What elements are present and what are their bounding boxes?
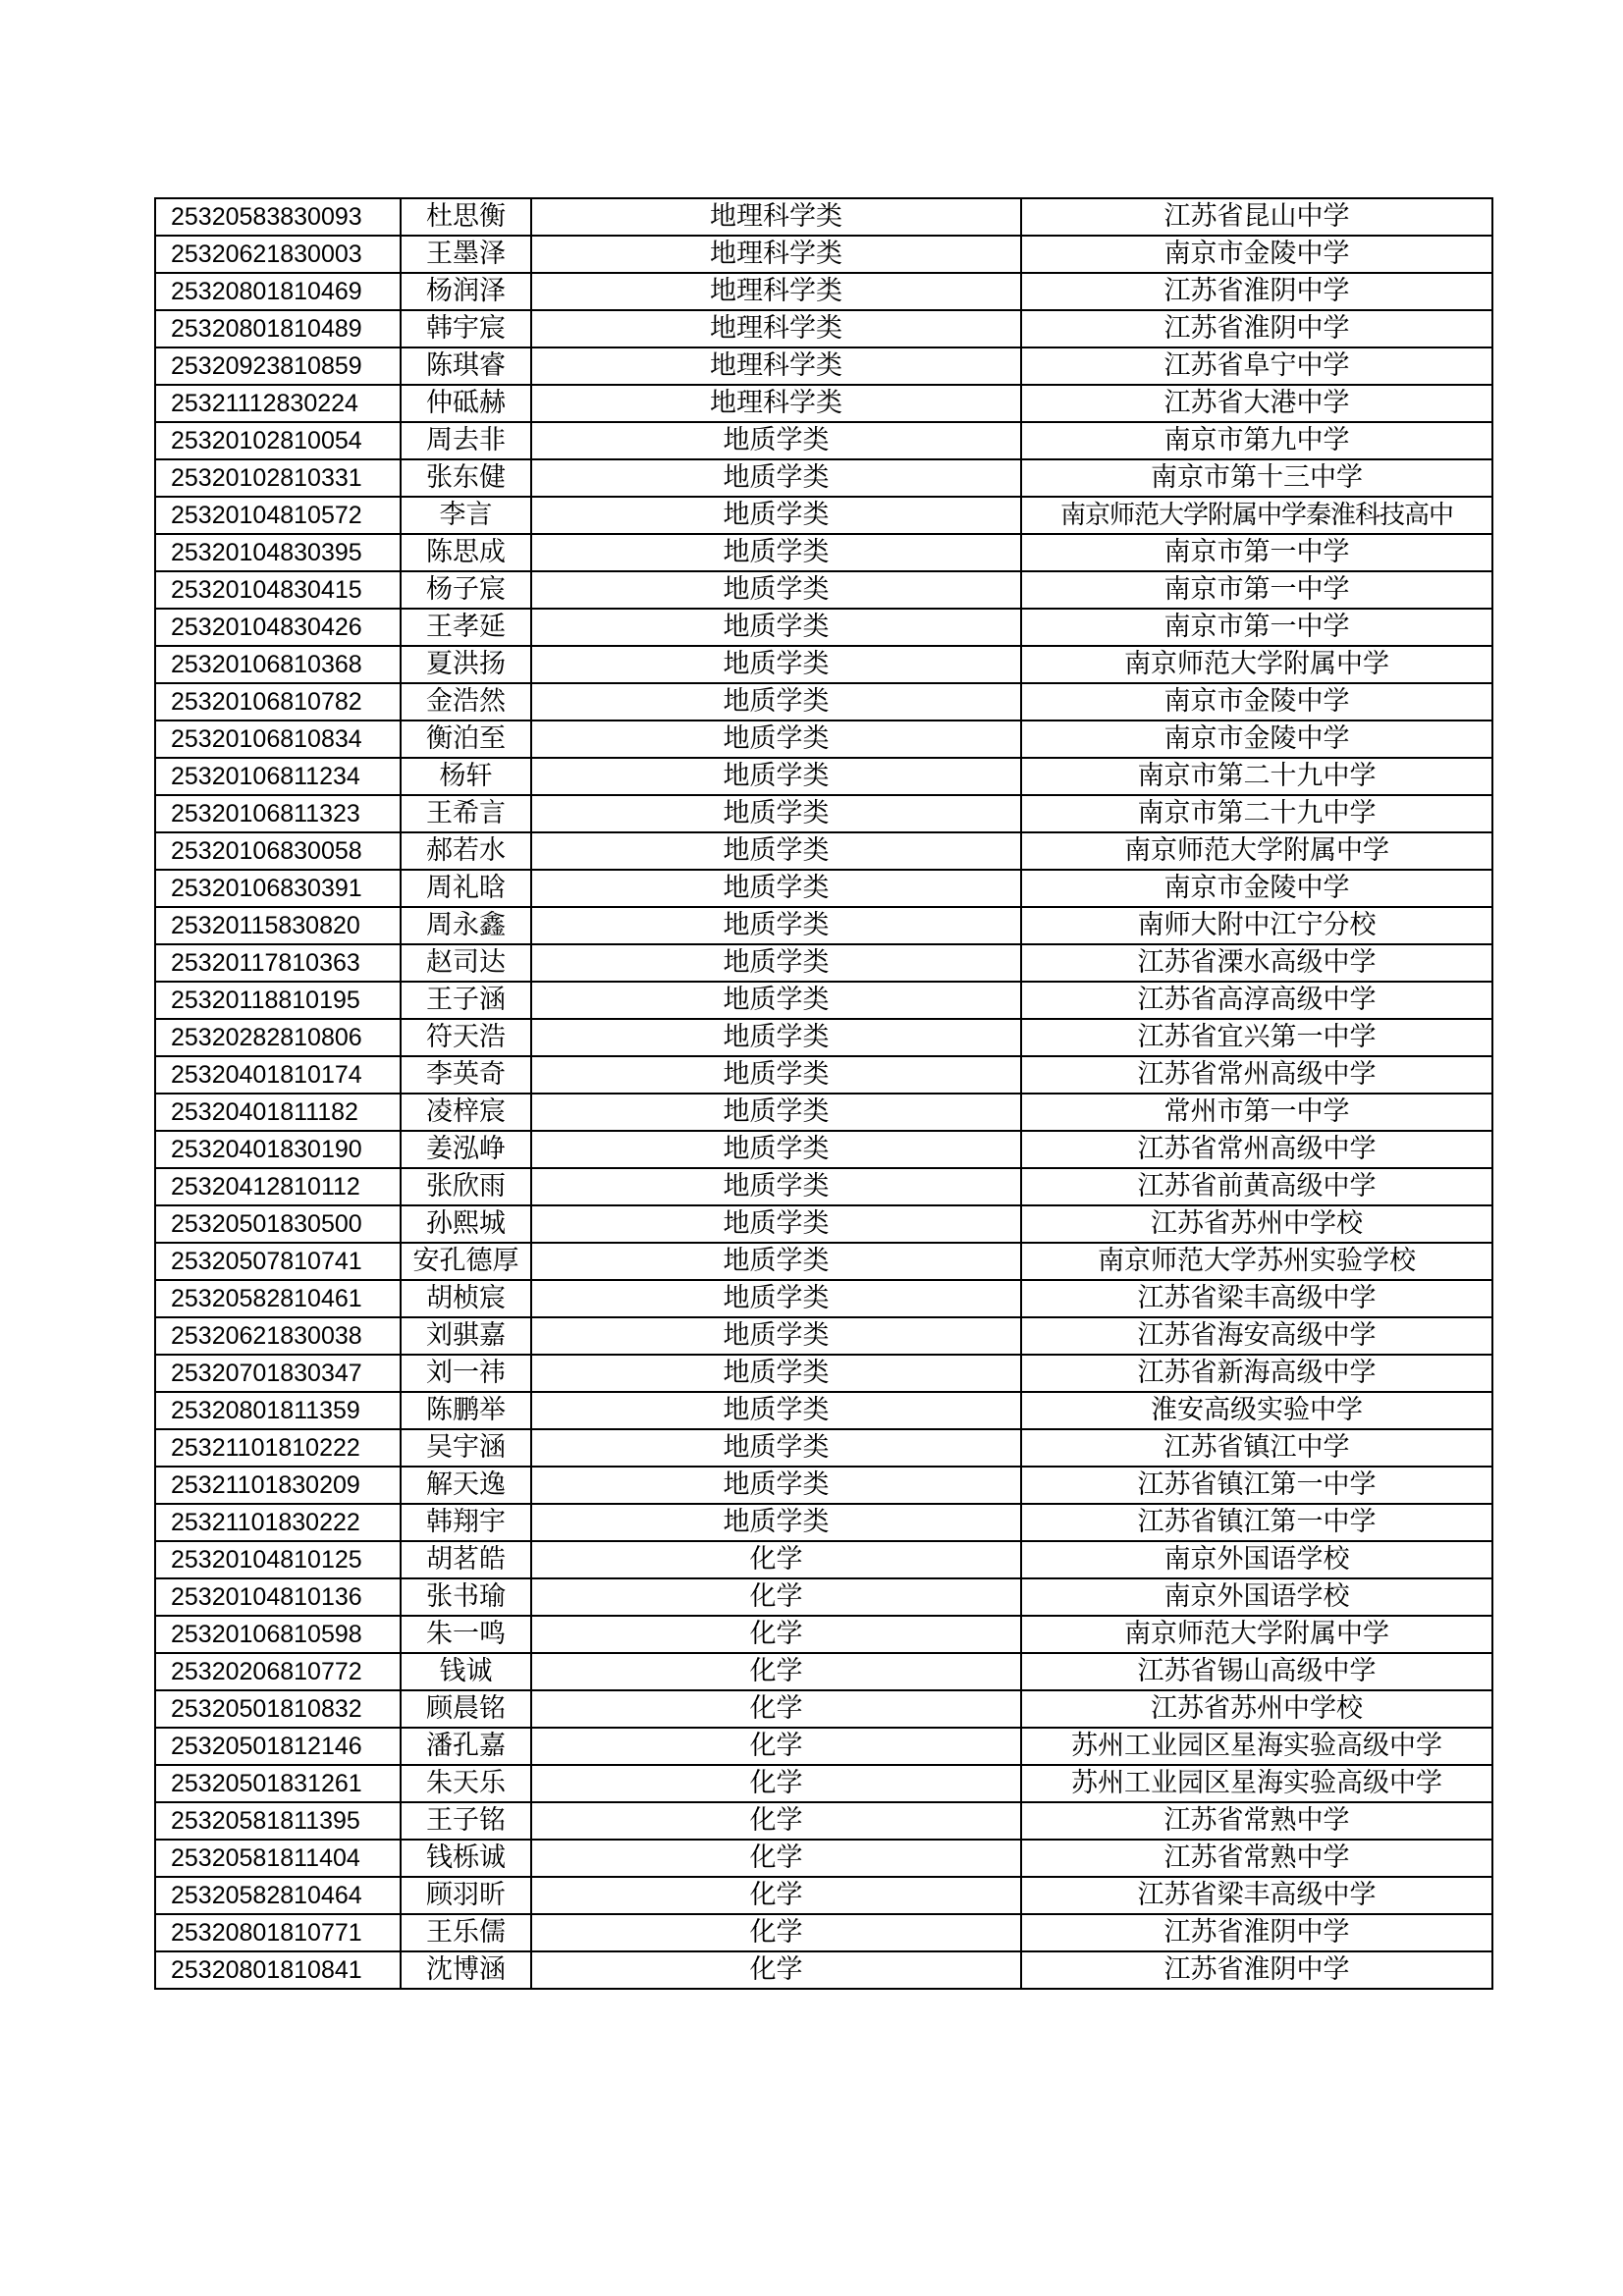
school-cell: 江苏省淮阴中学	[1021, 273, 1492, 310]
major-cell: 地质学类	[531, 795, 1021, 832]
student-name-cell: 凌梓宸	[401, 1094, 531, 1131]
student-id-cell: 25320206810772	[155, 1653, 401, 1690]
table-row	[155, 646, 1492, 683]
table-row	[155, 1653, 1492, 1690]
school-cell: 江苏省海安高级中学	[1021, 1317, 1492, 1355]
student-name-cell: 钱诚	[401, 1653, 531, 1690]
school-cell: 淮安高级实验中学	[1021, 1392, 1492, 1429]
major-cell: 地质学类	[531, 907, 1021, 944]
student-name-cell: 姜泓峥	[401, 1131, 531, 1168]
major-cell: 化学	[531, 1840, 1021, 1877]
major-cell: 地理科学类	[531, 347, 1021, 385]
student-id-cell: 25320282810806	[155, 1019, 401, 1056]
student-name-cell: 金浩然	[401, 683, 531, 721]
major-cell: 地质学类	[531, 982, 1021, 1019]
major-cell: 地质学类	[531, 422, 1021, 459]
school-cell: 江苏省梁丰高级中学	[1021, 1877, 1492, 1914]
student-name-cell: 朱天乐	[401, 1765, 531, 1802]
student-id-cell: 25320106830058	[155, 832, 401, 870]
table-row	[155, 870, 1492, 907]
table-row	[155, 310, 1492, 347]
major-cell: 地质学类	[531, 1355, 1021, 1392]
table-row	[155, 1504, 1492, 1541]
major-cell: 地质学类	[531, 1131, 1021, 1168]
major-cell: 地质学类	[531, 1392, 1021, 1429]
major-cell: 地质学类	[531, 683, 1021, 721]
student-id-cell: 25320501830500	[155, 1205, 401, 1243]
table-row	[155, 1765, 1492, 1802]
student-name-cell: 孙熙城	[401, 1205, 531, 1243]
major-cell: 地质学类	[531, 1280, 1021, 1317]
major-cell: 地质学类	[531, 459, 1021, 497]
table-row	[155, 273, 1492, 310]
student-id-cell: 25320106811234	[155, 758, 401, 795]
student-id-cell: 25320104830426	[155, 609, 401, 646]
table-row	[155, 1168, 1492, 1205]
student-name-cell: 张书瑜	[401, 1578, 531, 1616]
school-cell: 南京师范大学苏州实验学校	[1021, 1243, 1492, 1280]
school-cell: 南京市第一中学	[1021, 609, 1492, 646]
table-row	[155, 1094, 1492, 1131]
table-row	[155, 1317, 1492, 1355]
student-name-cell: 王孝延	[401, 609, 531, 646]
student-id-cell: 25320581811395	[155, 1802, 401, 1840]
school-cell: 江苏省常熟中学	[1021, 1802, 1492, 1840]
table-row	[155, 1392, 1492, 1429]
major-cell: 地质学类	[531, 870, 1021, 907]
major-cell: 化学	[531, 1578, 1021, 1616]
school-cell: 南京外国语学校	[1021, 1578, 1492, 1616]
school-cell: 南京市金陵中学	[1021, 870, 1492, 907]
school-cell: 江苏省阜宁中学	[1021, 347, 1492, 385]
table-row	[155, 1019, 1492, 1056]
school-cell: 江苏省淮阴中学	[1021, 1914, 1492, 1951]
school-cell: 江苏省苏州中学校	[1021, 1690, 1492, 1728]
school-cell: 南京市金陵中学	[1021, 721, 1492, 758]
student-id-cell: 25320621830038	[155, 1317, 401, 1355]
school-cell: 常州市第一中学	[1021, 1094, 1492, 1131]
student-name-cell: 周去非	[401, 422, 531, 459]
major-cell: 地质学类	[531, 1094, 1021, 1131]
student-name-cell: 胡桢宸	[401, 1280, 531, 1317]
major-cell: 化学	[531, 1690, 1021, 1728]
student-id-cell: 25321101810222	[155, 1429, 401, 1467]
student-id-cell: 25320801810841	[155, 1951, 401, 1989]
school-cell: 南京市第二十九中学	[1021, 758, 1492, 795]
table-row	[155, 236, 1492, 273]
major-cell: 地理科学类	[531, 310, 1021, 347]
school-cell: 江苏省苏州中学校	[1021, 1205, 1492, 1243]
student-id-cell: 25320582810464	[155, 1877, 401, 1914]
major-cell: 地理科学类	[531, 198, 1021, 236]
table-row	[155, 609, 1492, 646]
major-cell: 地质学类	[531, 721, 1021, 758]
student-name-cell: 赵司达	[401, 944, 531, 982]
major-cell: 化学	[531, 1765, 1021, 1802]
table-row	[155, 459, 1492, 497]
table-row	[155, 1914, 1492, 1951]
table-row	[155, 1951, 1492, 1989]
major-cell: 化学	[531, 1802, 1021, 1840]
student-id-cell: 25320401811182	[155, 1094, 401, 1131]
table-row	[155, 1467, 1492, 1504]
table-row	[155, 1429, 1492, 1467]
table-row	[155, 832, 1492, 870]
major-cell: 地质学类	[531, 571, 1021, 609]
school-cell: 江苏省前黄高级中学	[1021, 1168, 1492, 1205]
student-id-cell: 25320104810572	[155, 497, 401, 534]
major-cell: 化学	[531, 1653, 1021, 1690]
student-name-cell: 胡茗皓	[401, 1541, 531, 1578]
student-name-cell: 周永鑫	[401, 907, 531, 944]
student-id-cell: 25320106810368	[155, 646, 401, 683]
student-id-cell: 25321112830224	[155, 385, 401, 422]
student-name-cell: 陈鹏举	[401, 1392, 531, 1429]
major-cell: 地质学类	[531, 1056, 1021, 1094]
student-id-cell: 25320106830391	[155, 870, 401, 907]
school-cell: 南京师范大学附属中学秦淮科技高中	[1021, 497, 1492, 534]
major-cell: 地质学类	[531, 1317, 1021, 1355]
table-row	[155, 1840, 1492, 1877]
major-cell: 化学	[531, 1951, 1021, 1989]
student-name-cell: 夏洪扬	[401, 646, 531, 683]
major-cell: 化学	[531, 1914, 1021, 1951]
student-id-cell: 25320501810832	[155, 1690, 401, 1728]
school-cell: 江苏省宜兴第一中学	[1021, 1019, 1492, 1056]
major-cell: 地理科学类	[531, 273, 1021, 310]
student-name-cell: 朱一鸣	[401, 1616, 531, 1653]
student-name-cell: 刘骐嘉	[401, 1317, 531, 1355]
school-cell: 江苏省梁丰高级中学	[1021, 1280, 1492, 1317]
student-name-cell: 沈博涵	[401, 1951, 531, 1989]
student-name-cell: 杨轩	[401, 758, 531, 795]
student-id-cell: 25320104830395	[155, 534, 401, 571]
table-row	[155, 1205, 1492, 1243]
school-cell: 苏州工业园区星海实验高级中学	[1021, 1765, 1492, 1802]
table-row	[155, 422, 1492, 459]
school-cell: 江苏省常州高级中学	[1021, 1056, 1492, 1094]
school-cell: 江苏省昆山中学	[1021, 198, 1492, 236]
table-row	[155, 1243, 1492, 1280]
student-id-cell: 25320801810489	[155, 310, 401, 347]
student-name-cell: 解天逸	[401, 1467, 531, 1504]
student-name-cell: 王乐儒	[401, 1914, 531, 1951]
table-row	[155, 385, 1492, 422]
school-cell: 南师大附中江宁分校	[1021, 907, 1492, 944]
student-name-cell: 王希言	[401, 795, 531, 832]
major-cell: 地理科学类	[531, 385, 1021, 422]
student-id-cell: 25320106811323	[155, 795, 401, 832]
table-row	[155, 534, 1492, 571]
major-cell: 地质学类	[531, 832, 1021, 870]
admission-list-body	[155, 198, 1492, 1989]
major-cell: 地质学类	[531, 497, 1021, 534]
school-cell: 南京市金陵中学	[1021, 683, 1492, 721]
student-id-cell: 25320501831261	[155, 1765, 401, 1802]
table-row	[155, 347, 1492, 385]
student-id-cell: 25320102810331	[155, 459, 401, 497]
school-cell: 江苏省镇江中学	[1021, 1429, 1492, 1467]
school-cell: 江苏省溧水高级中学	[1021, 944, 1492, 982]
school-cell: 南京市第二十九中学	[1021, 795, 1492, 832]
table-row	[155, 1355, 1492, 1392]
student-id-cell: 25320115830820	[155, 907, 401, 944]
student-id-cell: 25320621830003	[155, 236, 401, 273]
school-cell: 江苏省高淳高级中学	[1021, 982, 1492, 1019]
major-cell: 地质学类	[531, 1205, 1021, 1243]
major-cell: 地质学类	[531, 1168, 1021, 1205]
student-name-cell: 顾羽昕	[401, 1877, 531, 1914]
table-row	[155, 497, 1492, 534]
school-cell: 江苏省镇江第一中学	[1021, 1504, 1492, 1541]
admission-list-table	[154, 197, 1493, 1990]
major-cell: 地质学类	[531, 646, 1021, 683]
school-cell: 江苏省淮阴中学	[1021, 310, 1492, 347]
major-cell: 化学	[531, 1728, 1021, 1765]
school-cell: 南京市第一中学	[1021, 534, 1492, 571]
student-id-cell: 25320801810469	[155, 273, 401, 310]
table-row	[155, 1578, 1492, 1616]
student-name-cell: 杨子宸	[401, 571, 531, 609]
student-name-cell: 韩宇宸	[401, 310, 531, 347]
school-cell: 南京市第九中学	[1021, 422, 1492, 459]
student-name-cell: 杜思衡	[401, 198, 531, 236]
student-name-cell: 衡泊至	[401, 721, 531, 758]
student-name-cell: 张欣雨	[401, 1168, 531, 1205]
student-id-cell: 25320582810461	[155, 1280, 401, 1317]
major-cell: 化学	[531, 1877, 1021, 1914]
student-name-cell: 吴宇涵	[401, 1429, 531, 1467]
student-name-cell: 王墨泽	[401, 236, 531, 273]
school-cell: 南京师范大学附属中学	[1021, 646, 1492, 683]
table-row	[155, 683, 1492, 721]
student-name-cell: 陈思成	[401, 534, 531, 571]
major-cell: 地质学类	[531, 534, 1021, 571]
table-row	[155, 1616, 1492, 1653]
major-cell: 地质学类	[531, 1243, 1021, 1280]
student-name-cell: 刘一祎	[401, 1355, 531, 1392]
table-row	[155, 571, 1492, 609]
student-id-cell: 25320923810859	[155, 347, 401, 385]
student-id-cell: 25320117810363	[155, 944, 401, 982]
table-row	[155, 1056, 1492, 1094]
student-id-cell: 25320118810195	[155, 982, 401, 1019]
table-row	[155, 721, 1492, 758]
table-row	[155, 907, 1492, 944]
major-cell: 化学	[531, 1616, 1021, 1653]
student-id-cell: 25320106810598	[155, 1616, 401, 1653]
school-cell: 南京外国语学校	[1021, 1541, 1492, 1578]
student-name-cell: 安孔德厚	[401, 1243, 531, 1280]
student-name-cell: 仲砥赫	[401, 385, 531, 422]
school-cell: 江苏省镇江第一中学	[1021, 1467, 1492, 1504]
major-cell: 地质学类	[531, 1019, 1021, 1056]
table-row	[155, 944, 1492, 982]
student-name-cell: 周礼晗	[401, 870, 531, 907]
major-cell: 地理科学类	[531, 236, 1021, 273]
student-id-cell: 25320581811404	[155, 1840, 401, 1877]
student-id-cell: 25320701830347	[155, 1355, 401, 1392]
school-cell: 江苏省常州高级中学	[1021, 1131, 1492, 1168]
school-cell: 江苏省大港中学	[1021, 385, 1492, 422]
school-cell: 江苏省锡山高级中学	[1021, 1653, 1492, 1690]
student-id-cell: 25320412810112	[155, 1168, 401, 1205]
school-cell: 江苏省淮阴中学	[1021, 1951, 1492, 1989]
student-name-cell: 杨润泽	[401, 273, 531, 310]
table-row	[155, 1541, 1492, 1578]
student-id-cell: 25320104810136	[155, 1578, 401, 1616]
student-id-cell: 25320106810782	[155, 683, 401, 721]
major-cell: 地质学类	[531, 1504, 1021, 1541]
school-cell: 南京师范大学附属中学	[1021, 1616, 1492, 1653]
student-id-cell: 25320401810174	[155, 1056, 401, 1094]
table-row	[155, 982, 1492, 1019]
student-id-cell: 25320104810125	[155, 1541, 401, 1578]
student-name-cell: 韩翔宇	[401, 1504, 531, 1541]
student-name-cell: 李英奇	[401, 1056, 531, 1094]
school-cell: 南京市金陵中学	[1021, 236, 1492, 273]
table-row	[155, 198, 1492, 236]
student-id-cell: 25320106810834	[155, 721, 401, 758]
student-name-cell: 王子铭	[401, 1802, 531, 1840]
student-id-cell: 25321101830222	[155, 1504, 401, 1541]
student-name-cell: 顾晨铭	[401, 1690, 531, 1728]
student-name-cell: 李言	[401, 497, 531, 534]
student-id-cell: 25320401830190	[155, 1131, 401, 1168]
major-cell: 化学	[531, 1541, 1021, 1578]
student-name-cell: 钱栎诚	[401, 1840, 531, 1877]
school-cell: 南京市第一中学	[1021, 571, 1492, 609]
school-cell: 江苏省常熟中学	[1021, 1840, 1492, 1877]
school-cell: 苏州工业园区星海实验高级中学	[1021, 1728, 1492, 1765]
student-id-cell: 25320102810054	[155, 422, 401, 459]
student-name-cell: 张东健	[401, 459, 531, 497]
student-id-cell: 25320801810771	[155, 1914, 401, 1951]
student-name-cell: 王子涵	[401, 982, 531, 1019]
student-name-cell: 陈琪睿	[401, 347, 531, 385]
student-id-cell: 25320801811359	[155, 1392, 401, 1429]
table-row	[155, 1131, 1492, 1168]
major-cell: 地质学类	[531, 1467, 1021, 1504]
student-id-cell: 25320583830093	[155, 198, 401, 236]
student-name-cell: 潘孔嘉	[401, 1728, 531, 1765]
table-row	[155, 1877, 1492, 1914]
table-row	[155, 758, 1492, 795]
table-row	[155, 795, 1492, 832]
student-id-cell: 25320507810741	[155, 1243, 401, 1280]
table-row	[155, 1690, 1492, 1728]
student-id-cell: 25321101830209	[155, 1467, 401, 1504]
school-cell: 江苏省新海高级中学	[1021, 1355, 1492, 1392]
table-row	[155, 1280, 1492, 1317]
student-id-cell: 25320501812146	[155, 1728, 401, 1765]
table-row	[155, 1728, 1492, 1765]
major-cell: 地质学类	[531, 609, 1021, 646]
student-name-cell: 郝若水	[401, 832, 531, 870]
student-id-cell: 25320104830415	[155, 571, 401, 609]
school-cell: 南京师范大学附属中学	[1021, 832, 1492, 870]
major-cell: 地质学类	[531, 944, 1021, 982]
table-row	[155, 1802, 1492, 1840]
major-cell: 地质学类	[531, 1429, 1021, 1467]
student-name-cell: 符天浩	[401, 1019, 531, 1056]
major-cell: 地质学类	[531, 758, 1021, 795]
school-cell: 南京市第十三中学	[1021, 459, 1492, 497]
